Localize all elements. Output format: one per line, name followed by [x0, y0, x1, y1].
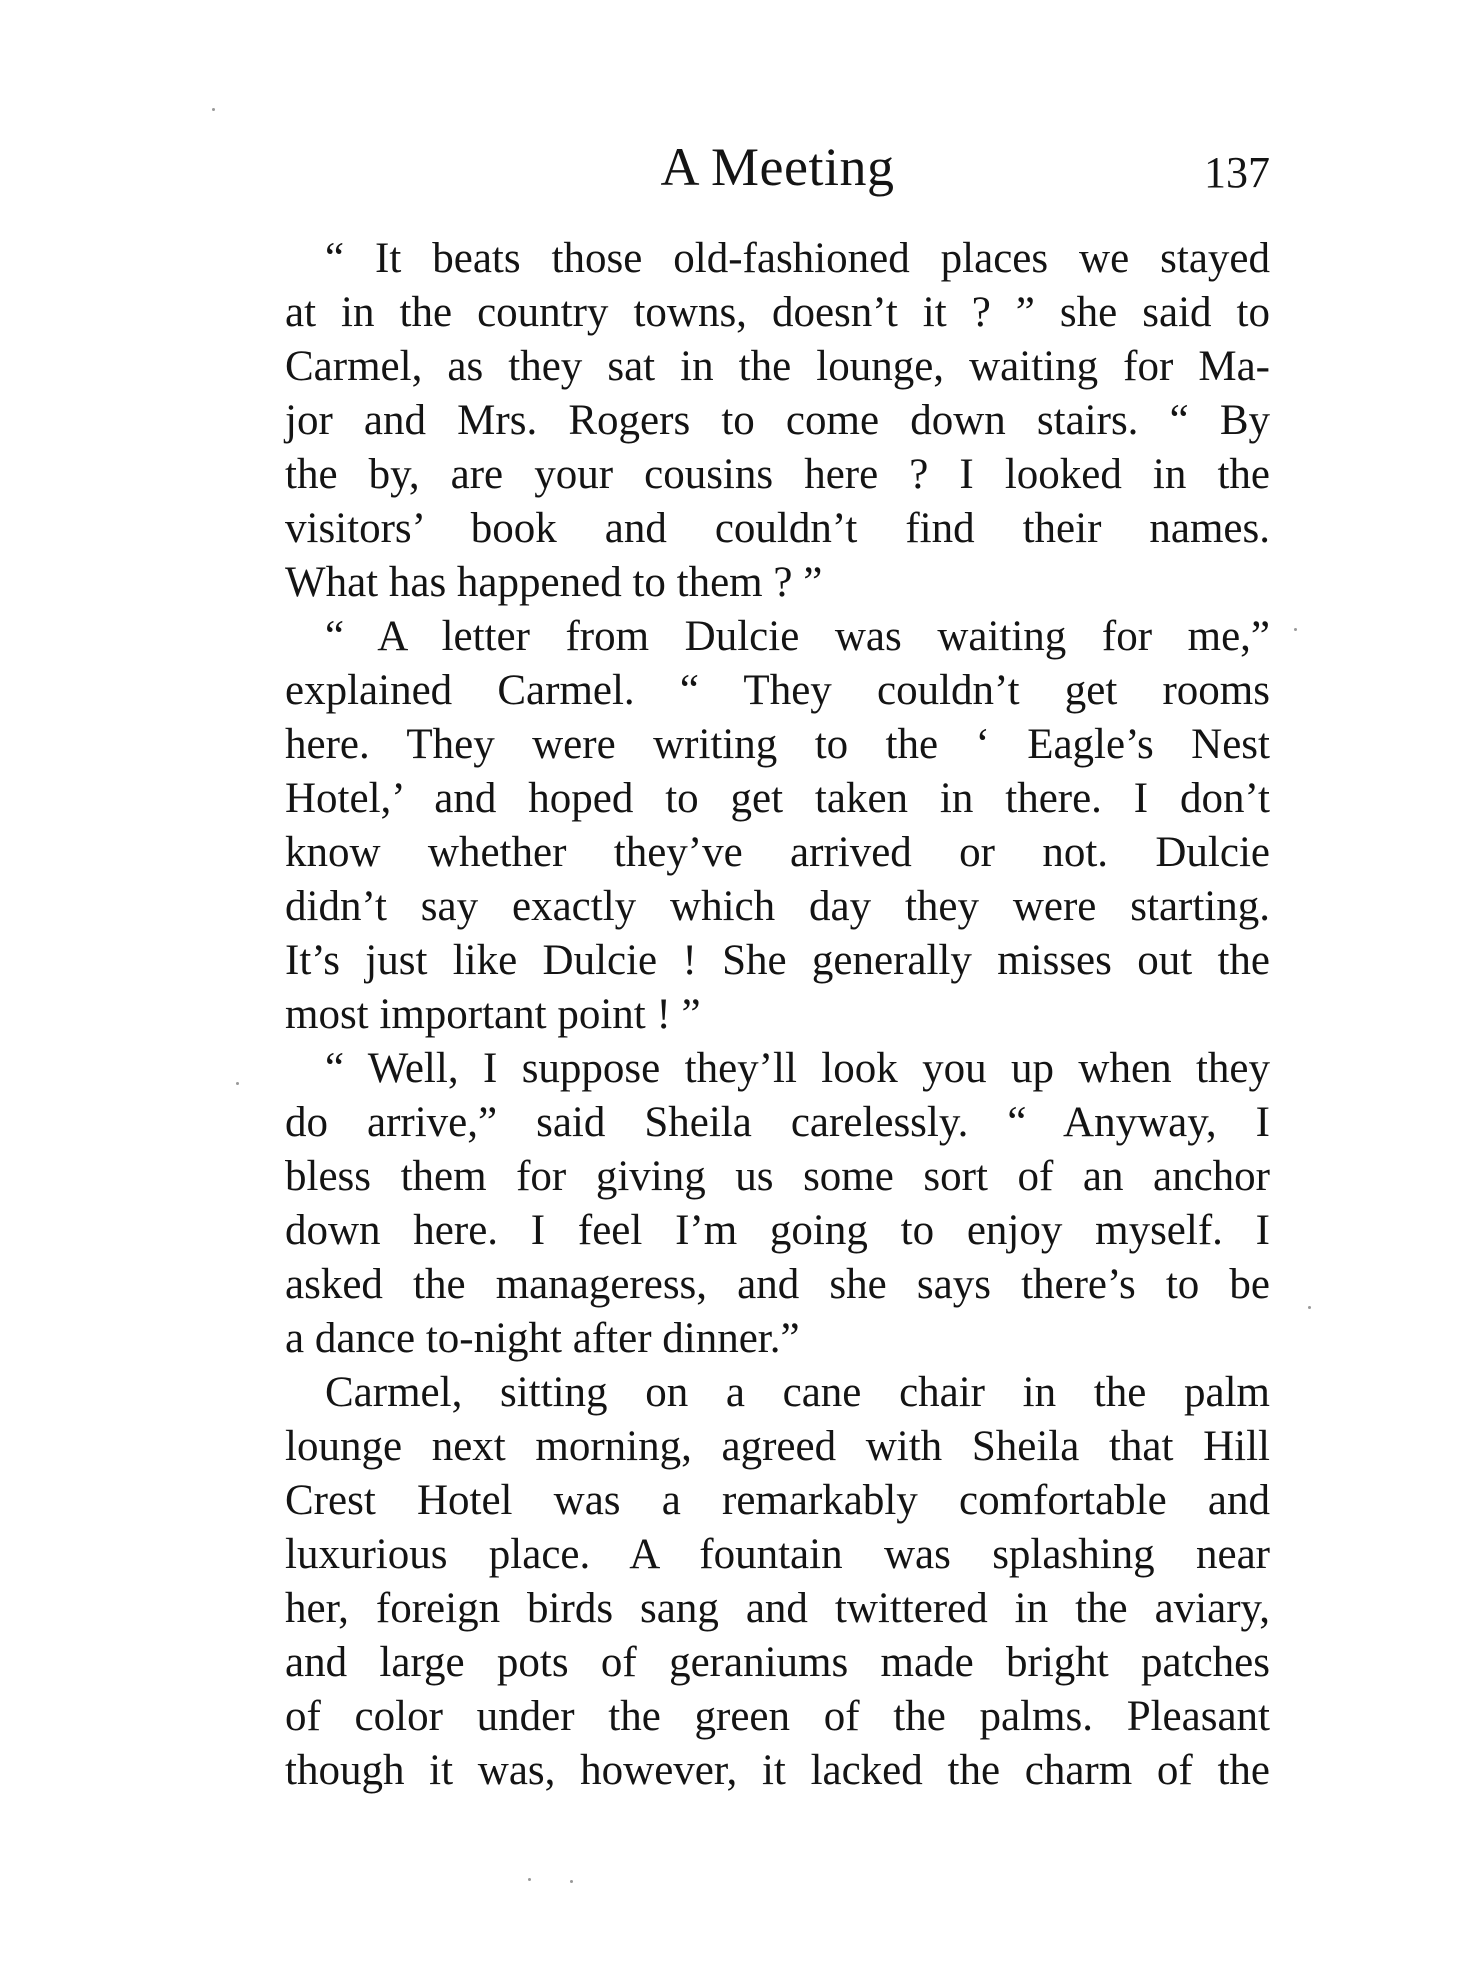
text-line: down here. I feel I’m going to enjoy myself. I: [285, 1207, 1270, 1254]
text-line: though it was, however, it lacked the charm of the: [285, 1747, 1270, 1794]
scan-speck: [528, 1878, 531, 1881]
text-line: do arrive,” said Sheila carelessly. “ Anyway, I: [285, 1099, 1270, 1146]
text-line: of color under the green of the palms. Pleasant: [285, 1693, 1270, 1740]
text-line: What has happened to them ? ”: [285, 559, 823, 606]
text-line: explained Carmel. “ They couldn’t get rooms: [285, 667, 1270, 714]
text-line: asked the manageress, and she says there’s to be: [285, 1261, 1270, 1308]
scan-speck: [236, 1082, 239, 1085]
text-line: “ It beats those old-fashioned places we stayed: [325, 235, 1270, 282]
text-line: jor and Mrs. Rogers to come down stairs. “ By: [285, 397, 1270, 444]
text-line: “ Well, I suppose they’ll look you up when they: [325, 1045, 1270, 1092]
text-line: luxurious place. A fountain was splashing near: [285, 1531, 1270, 1578]
text-line: most important point ! ”: [285, 991, 701, 1038]
text-line: didn’t say exactly which day they were starting.: [285, 883, 1270, 930]
text-line: and large pots of geraniums made bright patches: [285, 1639, 1270, 1686]
text-line: Crest Hotel was a remarkably comfortable and: [285, 1477, 1270, 1524]
text-line: at in the country towns, doesn’t it ? ” she said to: [285, 289, 1270, 336]
running-head: [285, 132, 1270, 202]
text-line: her, foreign birds sang and twittered in the aviary,: [285, 1585, 1270, 1632]
text-line: Carmel, sitting on a cane chair in the palm: [325, 1369, 1270, 1416]
text-line: Hotel,’ and hoped to get taken in there. I don’t: [285, 775, 1270, 822]
text-line: know whether they’ve arrived or not. Dulcie: [285, 829, 1270, 876]
scan-speck: [570, 1880, 573, 1883]
text-line: lounge next morning, agreed with Sheila that Hill: [285, 1423, 1270, 1470]
text-line: a dance to-night after dinner.”: [285, 1315, 800, 1362]
scan-speck: [212, 108, 215, 111]
text-line: here. They were writing to the ‘ Eagle’s Nest: [285, 721, 1270, 768]
body-text: [285, 232, 1270, 1798]
text-line: Carmel, as they sat in the lounge, waiting for Ma-: [285, 343, 1270, 390]
chapter-title: A Meeting: [660, 137, 895, 197]
text-line: visitors’ book and couldn’t find their names.: [285, 505, 1270, 552]
text-line: It’s just like Dulcie ! She generally misses out the: [285, 937, 1270, 984]
scan-speck: [1308, 1306, 1311, 1309]
scan-speck: [1294, 628, 1297, 631]
text-line: bless them for giving us some sort of an anchor: [285, 1153, 1270, 1200]
text-line: “ A letter from Dulcie was waiting for me,”: [325, 613, 1270, 660]
page-number: 137: [1204, 148, 1270, 197]
text-line: the by, are your cousins here ? I looked in the: [285, 451, 1270, 498]
